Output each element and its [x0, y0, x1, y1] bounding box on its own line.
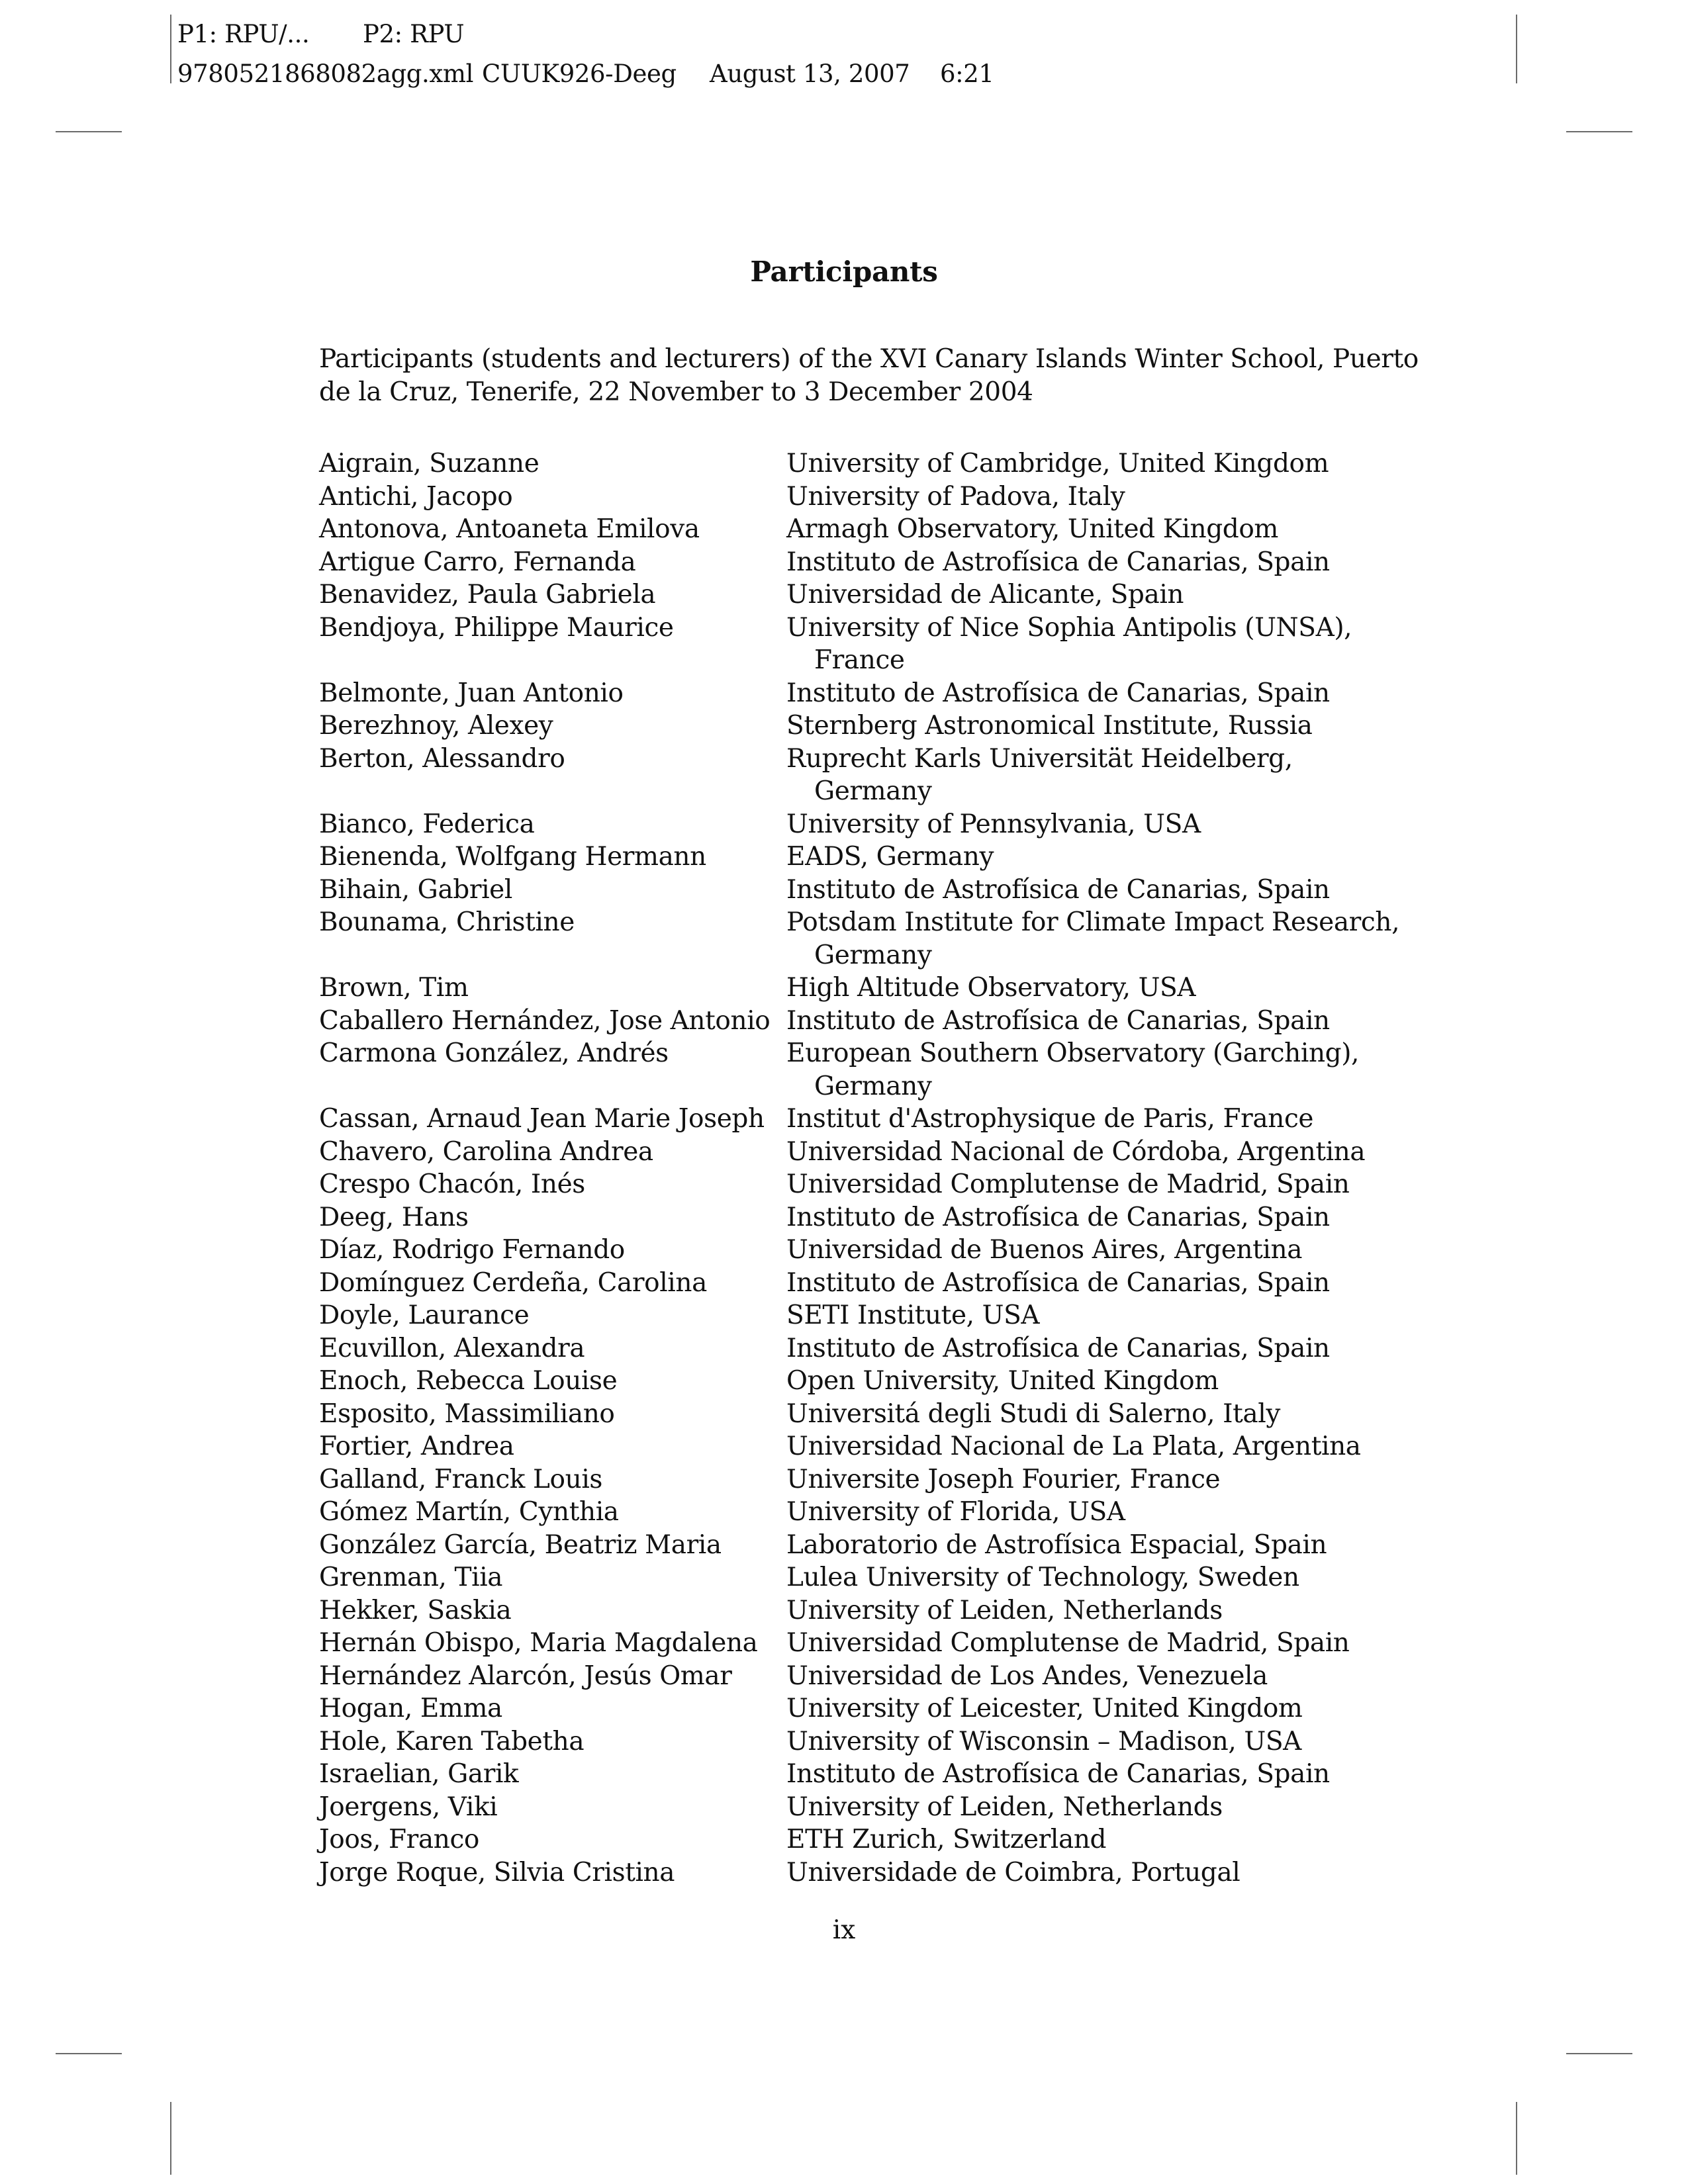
participant-affiliation	[786, 1398, 1280, 1431]
participant-name: Aigrain, Suzanne	[319, 449, 539, 478]
intro-paragraph	[319, 343, 1419, 409]
participant-affiliation-line: Potsdam Institute for Climate Impact Research,	[786, 907, 1400, 937]
participant-affiliation	[786, 447, 1329, 480]
participant-row	[319, 1823, 1411, 1856]
participant-affiliation-line: Instituto de Astrofísica de Canarias, Spain	[786, 1202, 1330, 1232]
participant-name: Enoch, Rebecca Louise	[319, 1366, 618, 1396]
participant-name: Antonova, Antoaneta Emilova	[319, 514, 700, 544]
participant-name: Cassan, Arnaud Jean Marie Joseph	[319, 1104, 765, 1134]
participant-affiliation-line: University of Leiden, Netherlands	[786, 1792, 1223, 1822]
participant-affiliation	[786, 1594, 1223, 1627]
participant-affiliation-line: University of Leiden, Netherlands	[786, 1595, 1223, 1625]
participant-affiliation-continuation: Germany	[814, 940, 932, 970]
participant-affiliation-line: Universidad de Alicante, Spain	[786, 580, 1184, 610]
participant-affiliation	[786, 1496, 1125, 1529]
participant-affiliation-line: Universite Joseph Fourier, France	[786, 1464, 1221, 1494]
participant-row	[319, 1136, 1411, 1169]
participant-affiliation-line: University of Padova, Italy	[786, 481, 1125, 512]
participant-name: Joos, Franco	[319, 1825, 479, 1854]
participant-name: Carmona González, Andrés	[319, 1038, 669, 1068]
participant-name: Belmonte, Juan Antonio	[319, 678, 624, 708]
participant-name: Antichi, Jacopo	[319, 481, 513, 512]
participant-row	[319, 1725, 1411, 1758]
participant-affiliation-line: Open University, United Kingdom	[786, 1366, 1219, 1396]
participant-affiliation	[786, 1463, 1220, 1496]
participant-row	[319, 874, 1411, 907]
crop-mark-top-left-vertical	[170, 15, 171, 83]
participant-affiliation-line: Laboratorio de Astrofísica Espacial, Spain	[786, 1529, 1327, 1560]
header-time: 6:21	[940, 60, 994, 88]
header-job-code: CUUK926-Deeg	[482, 60, 677, 88]
participant-name: Brown, Tim	[319, 973, 469, 1003]
participant-affiliation	[786, 1005, 1330, 1038]
participant-affiliation-line: University of Wisconsin – Madison, USA	[786, 1726, 1301, 1756]
participant-row	[319, 1561, 1411, 1594]
participant-affiliation-line: University of Pennsylvania, USA	[786, 809, 1201, 839]
participant-affiliation	[786, 677, 1330, 710]
participant-affiliation	[786, 1168, 1350, 1201]
participant-affiliation	[786, 841, 994, 874]
header-date: August 13, 2007	[710, 60, 910, 88]
participant-name: Caballero Hernández, Jose Antonio	[319, 1005, 771, 1036]
header-slug-p1: P1: RPU/...	[177, 20, 310, 48]
participant-affiliation	[786, 1725, 1301, 1758]
participant-name: Jorge Roque, Silvia Cristina	[319, 1857, 675, 1888]
participant-affiliation-line: Universidad Nacional de Córdoba, Argentina	[786, 1136, 1366, 1167]
participant-row	[319, 1791, 1411, 1824]
participant-row	[319, 1627, 1411, 1660]
participant-row	[319, 578, 1411, 612]
participant-row	[319, 1005, 1411, 1038]
participant-affiliation-line: Institut d'Astrophysique de Paris, France	[786, 1104, 1314, 1134]
participant-row	[319, 546, 1411, 579]
participant-affiliation-line: University of Leicester, United Kingdom	[786, 1694, 1303, 1723]
participant-affiliation	[786, 1856, 1240, 1889]
participant-row	[319, 1168, 1411, 1201]
participant-name: Bienenda, Wolfgang Hermann	[319, 842, 706, 872]
participant-row	[319, 841, 1411, 874]
participant-affiliation-continuation: Germany	[814, 776, 932, 806]
participant-affiliation	[786, 1627, 1350, 1660]
participant-affiliation-line: SETI Institute, USA	[786, 1300, 1040, 1330]
participant-affiliation-line: Ruprecht Karls Universität Heidelberg,	[786, 743, 1293, 774]
participant-affiliation-line: Universidad Nacional de La Plata, Argentina	[786, 1432, 1361, 1461]
participant-affiliation-line: Instituto de Astrofísica de Canarias, Spain	[786, 678, 1330, 708]
participant-affiliation-line: Instituto de Astrofísica de Canarias, Spain	[786, 1333, 1330, 1363]
participant-row	[319, 709, 1411, 743]
participant-row	[319, 1692, 1411, 1725]
participant-name: Berezhnoy, Alexey	[319, 711, 553, 741]
participant-row	[319, 513, 1411, 546]
participant-name: Crespo Chacón, Inés	[319, 1169, 585, 1199]
participant-name: Esposito, Massimiliano	[319, 1398, 615, 1429]
participant-row	[319, 1398, 1411, 1431]
participant-affiliation	[786, 1791, 1223, 1824]
page-title: Participants	[750, 255, 938, 288]
participant-affiliation-line: Universidade de Coimbra, Portugal	[786, 1857, 1241, 1888]
participant-affiliation	[786, 1332, 1330, 1365]
participant-affiliation-line: EADS, Germany	[786, 842, 994, 872]
crop-mark-bottom-right-horizontal	[1566, 2053, 1632, 2054]
participant-name: Gómez Martín, Cynthia	[319, 1497, 619, 1527]
participant-row	[319, 1332, 1411, 1365]
participant-affiliation	[786, 612, 1352, 677]
participant-affiliation	[786, 1037, 1359, 1103]
participant-affiliation	[786, 972, 1196, 1005]
participant-name: Bounama, Christine	[319, 907, 575, 937]
participant-name: Hogan, Emma	[319, 1694, 502, 1723]
participant-name: Fortier, Andrea	[319, 1432, 514, 1461]
participant-name: Bianco, Federica	[319, 809, 535, 839]
participant-row	[319, 1856, 1411, 1889]
participant-name: Bihain, Gabriel	[319, 874, 512, 905]
participant-affiliation	[786, 808, 1201, 841]
crop-mark-bottom-left-vertical	[170, 2102, 171, 2175]
participant-affiliation-continuation: Germany	[814, 1071, 932, 1101]
participant-affiliation	[786, 1758, 1330, 1791]
participant-row	[319, 1037, 1411, 1103]
participant-affiliation	[786, 1365, 1219, 1398]
participant-row	[319, 1758, 1411, 1791]
participant-name: Doyle, Laurance	[319, 1300, 530, 1330]
participant-affiliation	[786, 1201, 1330, 1234]
participant-name: Galland, Franck Louis	[319, 1464, 603, 1494]
participant-row	[319, 1365, 1411, 1398]
participant-affiliation-line: Universitá degli Studi di Salerno, Italy	[786, 1398, 1280, 1429]
participant-row	[319, 743, 1411, 808]
participant-affiliation-line: Instituto de Astrofísica de Canarias, Spain	[786, 874, 1330, 905]
crop-mark-top-left-horizontal	[56, 131, 122, 132]
participant-affiliation-line: Instituto de Astrofísica de Canarias, Spain	[786, 1267, 1330, 1298]
crop-mark-bottom-left-horizontal	[56, 2053, 122, 2054]
participant-affiliation-line: Universidad de Los Andes, Venezuela	[786, 1661, 1268, 1691]
participant-row	[319, 1103, 1411, 1136]
participant-affiliation	[786, 1103, 1313, 1136]
participant-row	[319, 1430, 1411, 1463]
participant-affiliation	[786, 1823, 1106, 1856]
participant-name: Domínguez Cerdeña, Carolina	[319, 1267, 707, 1298]
participant-affiliation	[786, 1430, 1361, 1463]
participant-affiliation-line: Universidad Complutense de Madrid, Spain	[786, 1628, 1350, 1658]
participant-row	[319, 1594, 1411, 1627]
participant-affiliation-line: Instituto de Astrofísica de Canarias, Spain	[786, 1759, 1330, 1789]
participant-affiliation	[786, 1529, 1327, 1562]
participant-affiliation	[786, 874, 1330, 907]
participant-affiliation	[786, 1136, 1365, 1169]
participant-name: Hernán Obispo, Maria Magdalena	[319, 1628, 758, 1658]
participant-affiliation	[786, 709, 1313, 743]
participant-affiliation	[786, 546, 1330, 579]
participant-affiliation-line: Sternberg Astronomical Institute, Russia	[786, 711, 1313, 741]
participant-affiliation	[786, 743, 1293, 808]
header-slug-p2: P2: RPU	[363, 20, 465, 48]
participant-affiliation	[786, 1299, 1039, 1332]
participant-affiliation	[786, 1561, 1299, 1594]
participant-name: Hernández Alarcón, Jesús Omar	[319, 1661, 732, 1691]
participant-affiliation-line: Universidad de Buenos Aires, Argentina	[786, 1235, 1303, 1265]
crop-mark-top-right-vertical	[1516, 15, 1517, 83]
participant-name: Israelian, Garik	[319, 1759, 519, 1789]
participant-row	[319, 677, 1411, 710]
participant-affiliation	[786, 578, 1184, 612]
participant-row	[319, 906, 1411, 972]
participant-row	[319, 1201, 1411, 1234]
participant-affiliation-line: Universidad Complutense de Madrid, Spain	[786, 1169, 1350, 1199]
participant-row	[319, 1234, 1411, 1267]
participant-affiliation	[786, 480, 1125, 514]
participant-affiliation-continuation: France	[814, 645, 905, 675]
participant-row	[319, 480, 1411, 514]
participant-name: Bendjoya, Philippe Maurice	[319, 612, 674, 643]
participant-name: Deeg, Hans	[319, 1202, 469, 1232]
participant-affiliation	[786, 1660, 1268, 1693]
participant-row	[319, 1299, 1411, 1332]
intro-line-2: de la Cruz, Tenerife, 22 November to 3 December 2004	[319, 377, 1033, 407]
participant-name: Berton, Alessandro	[319, 743, 565, 774]
participant-affiliation-line: ETH Zurich, Switzerland	[786, 1825, 1107, 1854]
participant-row	[319, 1496, 1411, 1529]
participant-name: Hekker, Saskia	[319, 1595, 512, 1625]
participant-affiliation-line: Lulea University of Technology, Sweden	[786, 1563, 1299, 1592]
participant-list	[319, 447, 1411, 1889]
participant-affiliation-line: European Southern Observatory (Garching),	[786, 1038, 1360, 1068]
header-xml-file: 9780521868082agg.xml	[177, 60, 474, 88]
intro-line-1: Participants (students and lecturers) of the XVI Canary Islands Winter School, Puerto	[319, 344, 1419, 374]
crop-mark-bottom-right-vertical	[1516, 2102, 1517, 2175]
participant-name: Chavero, Carolina Andrea	[319, 1136, 653, 1167]
participant-affiliation-line: University of Florida, USA	[786, 1497, 1125, 1527]
participant-affiliation-line: Instituto de Astrofísica de Canarias, Spain	[786, 1005, 1330, 1036]
participant-affiliation-line: University of Cambridge, United Kingdom	[786, 449, 1329, 478]
participant-row	[319, 972, 1411, 1005]
participant-affiliation	[786, 1692, 1303, 1725]
crop-mark-top-right-horizontal	[1566, 131, 1632, 132]
participant-name: Artigue Carro, Fernanda	[319, 547, 636, 577]
participant-name: Grenman, Tiia	[319, 1563, 503, 1592]
participant-row	[319, 612, 1411, 677]
participant-name: Ecuvillon, Alexandra	[319, 1333, 585, 1363]
participant-row	[319, 808, 1411, 841]
participant-affiliation-line: High Altitude Observatory, USA	[786, 973, 1196, 1003]
participant-row	[319, 1267, 1411, 1300]
participant-name: Hole, Karen Tabetha	[319, 1726, 585, 1756]
participant-row	[319, 1529, 1411, 1562]
participant-affiliation	[786, 1267, 1330, 1300]
participant-row	[319, 1660, 1411, 1693]
page-number: ix	[832, 1915, 856, 1945]
participant-affiliation	[786, 1234, 1302, 1267]
participant-row	[319, 1463, 1411, 1496]
participant-name: González García, Beatriz Maria	[319, 1529, 722, 1560]
participant-name: Joergens, Viki	[319, 1792, 498, 1822]
participant-affiliation	[786, 513, 1278, 546]
participant-affiliation-line: Armagh Observatory, United Kingdom	[786, 514, 1279, 544]
participant-affiliation-line: Instituto de Astrofísica de Canarias, Spain	[786, 547, 1330, 577]
participant-affiliation-line: University of Nice Sophia Antipolis (UNSA),	[786, 612, 1352, 643]
participant-name: Díaz, Rodrigo Fernando	[319, 1235, 625, 1265]
participant-name: Benavidez, Paula Gabriela	[319, 580, 656, 610]
participant-row	[319, 447, 1411, 480]
participant-affiliation	[786, 906, 1399, 972]
